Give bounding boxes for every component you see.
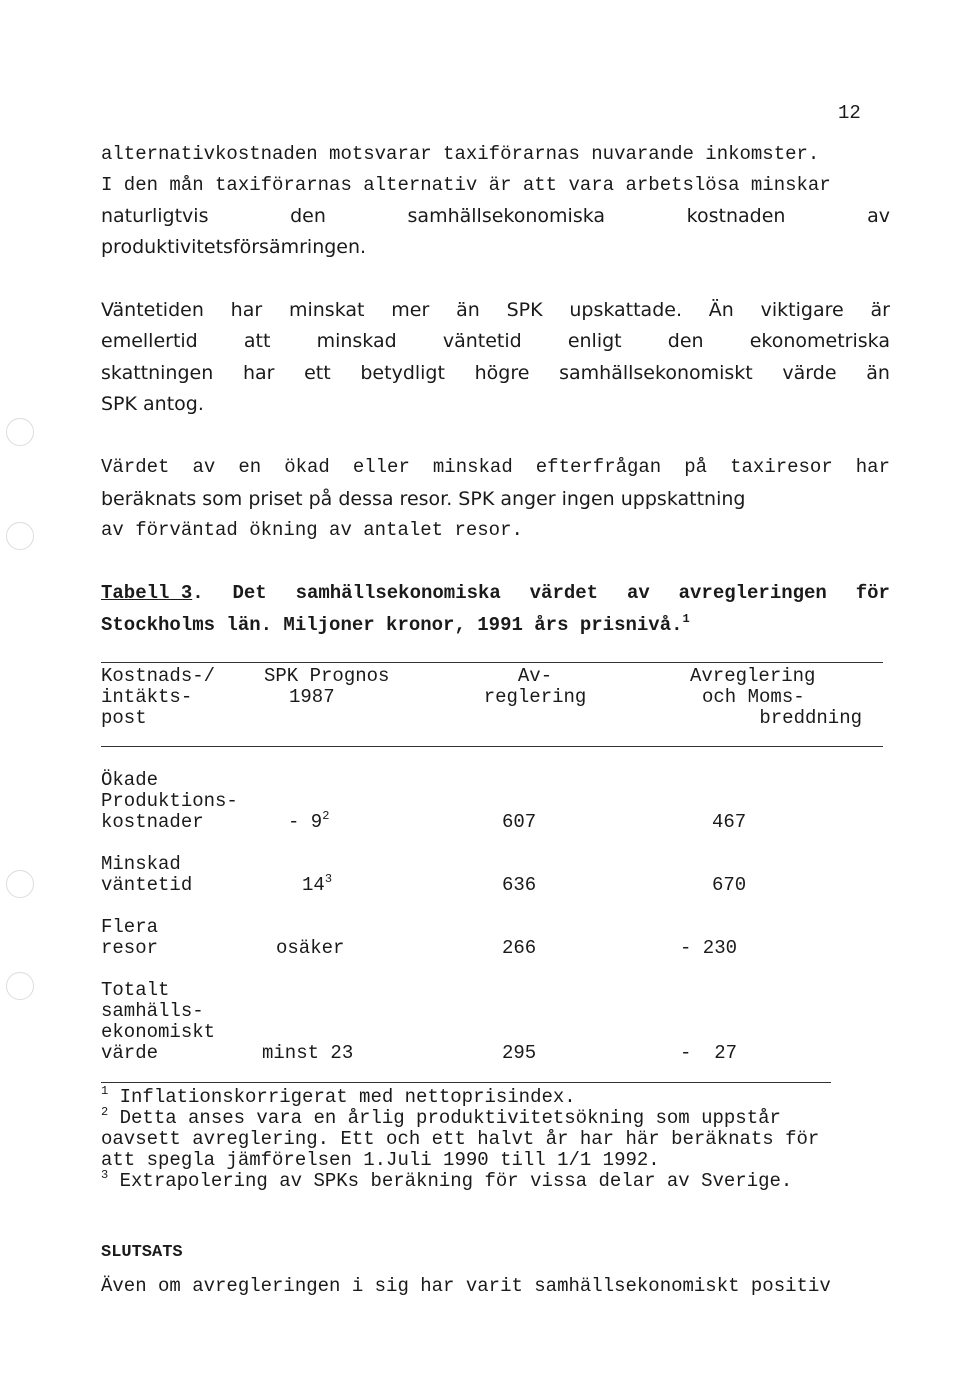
word: efterfrågan (535, 456, 662, 478)
word: för (855, 582, 890, 604)
word: en (238, 456, 262, 478)
word: samhällsekonomiska (407, 205, 606, 227)
word: av (626, 582, 650, 604)
word: Värdet (101, 456, 170, 478)
word: Det (232, 582, 267, 604)
word: enligt (567, 330, 622, 352)
table-row-label: Ökade Produktions- kostnader (101, 769, 238, 833)
punch-hole-mark (6, 972, 34, 1000)
para1-line1: alternativkostnaden motsvarar taxiförarnas nuvarande inkomster. (101, 143, 820, 165)
table-top-rule (101, 662, 883, 663)
table-cell-av: 266 (502, 937, 537, 959)
caption-text: Stockholms län. Miljoner kronor, 1991 års prisnivå. (101, 614, 683, 636)
para1-line3 (101, 205, 890, 227)
footnote-1: $^1$ Inflationskorrigerat med nettoprisindex. (101, 1084, 576, 1108)
table-row-label: Flera resor (101, 916, 159, 959)
table-cell-spk: $14^3$ (302, 872, 333, 896)
header-cost-post: Kostnads-/ intäkts- post (101, 665, 216, 729)
footnote-2-line3: att spegla jämförelsen 1.Juli 1990 till 1/1 1992. (101, 1149, 660, 1171)
word: kostnaden (686, 205, 786, 227)
word: minskat (288, 299, 365, 321)
para1-line4: produktivitetsförsämringen. (101, 236, 367, 258)
word: har (855, 456, 890, 478)
punch-hole-mark (6, 522, 34, 550)
table-cell-moms: 467 (712, 811, 747, 833)
word: är (870, 299, 890, 321)
table-cell-moms: 670 (712, 874, 747, 896)
footnote-3: $^3$ Extrapolering av SPKs beräkning för vissa delar av Sverige. (101, 1168, 793, 1192)
word: Än (708, 299, 734, 321)
section-heading: SLUTSATS (101, 1243, 183, 1262)
word: ekonometriska (749, 330, 890, 352)
word: den (667, 330, 704, 352)
table-cell-av: 607 (502, 811, 537, 833)
table-caption-line2 (101, 614, 690, 636)
footnote-2-line2: oavsett avreglering. Ett och ett halvt år har här beräknats för (101, 1128, 820, 1150)
footnote-mark: 2 (101, 1105, 109, 1119)
word: naturligtvis (101, 205, 209, 227)
para3-line2: beräknats som priset på dessa resor. SPK anger ingen uppskattning (101, 488, 746, 510)
word: emellertid (101, 330, 198, 352)
table-cell-av: 636 (502, 874, 537, 896)
table-caption-line1 (101, 582, 890, 604)
word: väntetid (442, 330, 522, 352)
table-cell-spk: osäker (276, 937, 345, 959)
section-line1: Även om avregleringen i sig har varit samhällsekonomiskt positiv (101, 1275, 831, 1297)
word: av (192, 456, 216, 478)
word: ett (304, 362, 331, 384)
word: värdet (529, 582, 599, 604)
word: mer (391, 299, 430, 321)
punch-hole-mark (6, 418, 34, 446)
footnote-mark: 1 (101, 1084, 109, 1098)
footnote-ref: 1 (682, 612, 690, 626)
word: upskattade. (569, 299, 682, 321)
word: skattningen (101, 362, 214, 384)
word: samhällsekonomiska (295, 582, 501, 604)
word: SPK (506, 299, 543, 321)
para2-line2 (101, 330, 890, 352)
word: betydligt (360, 362, 445, 384)
table-row-label: Totalt samhälls- ekonomiskt värde (101, 979, 216, 1064)
header-spk-prognos: SPK Prognos 1987 (264, 665, 390, 708)
word: högre (474, 362, 530, 384)
table-header-rule (101, 746, 883, 747)
table-row-label: Minskad väntetid (101, 853, 193, 896)
word: viktigare (760, 299, 844, 321)
word: taxiresor (730, 456, 833, 478)
word: av (867, 205, 890, 227)
footnote-2-line1: $^2$ Detta anses vara en årlig produktivitetsökning som uppstår (101, 1105, 781, 1129)
table-cell-moms: - 27 (680, 1042, 738, 1064)
table-cell-moms: - 230 (680, 937, 738, 959)
word: minskad (316, 330, 397, 352)
footnote-mark: 3 (101, 1168, 109, 1182)
table-cell-av: 295 (502, 1042, 537, 1064)
word: har (242, 362, 275, 384)
word: samhällsekonomiskt (559, 362, 753, 384)
word: än (456, 299, 480, 321)
word: avregleringen (678, 582, 827, 604)
page-number: 12 (838, 102, 861, 124)
para2-line1 (101, 299, 890, 321)
word: minskad (432, 456, 513, 478)
word: ökad (284, 456, 330, 478)
word: eller (352, 456, 410, 478)
word: Väntetiden (101, 299, 204, 321)
word: den (290, 205, 326, 227)
word: har (230, 299, 263, 321)
header-avreglering: Av- reglering (483, 665, 587, 708)
word: än (866, 362, 890, 384)
para3-line3: av förväntad ökning av antalet resor. (101, 519, 523, 541)
para2-line3 (101, 362, 890, 384)
para3-line1 (101, 456, 890, 478)
para2-line4: SPK antog. (101, 393, 204, 415)
table-cell-spk: - $9^2$ (288, 809, 330, 833)
punch-hole-mark (6, 870, 34, 898)
word: värde (782, 362, 837, 384)
table-cell-spk: minst 23 (262, 1042, 354, 1064)
word: att (243, 330, 271, 352)
table-caption-label: Tabell 3. (101, 582, 204, 604)
header-avreglering-moms: Avreglering och Moms- breddning (690, 665, 862, 729)
word: på (684, 456, 708, 478)
para1-line2: I den mån taxiförarnas alternativ är att vara arbetslösa minskar (101, 174, 831, 196)
footnote-rule (101, 1082, 831, 1083)
